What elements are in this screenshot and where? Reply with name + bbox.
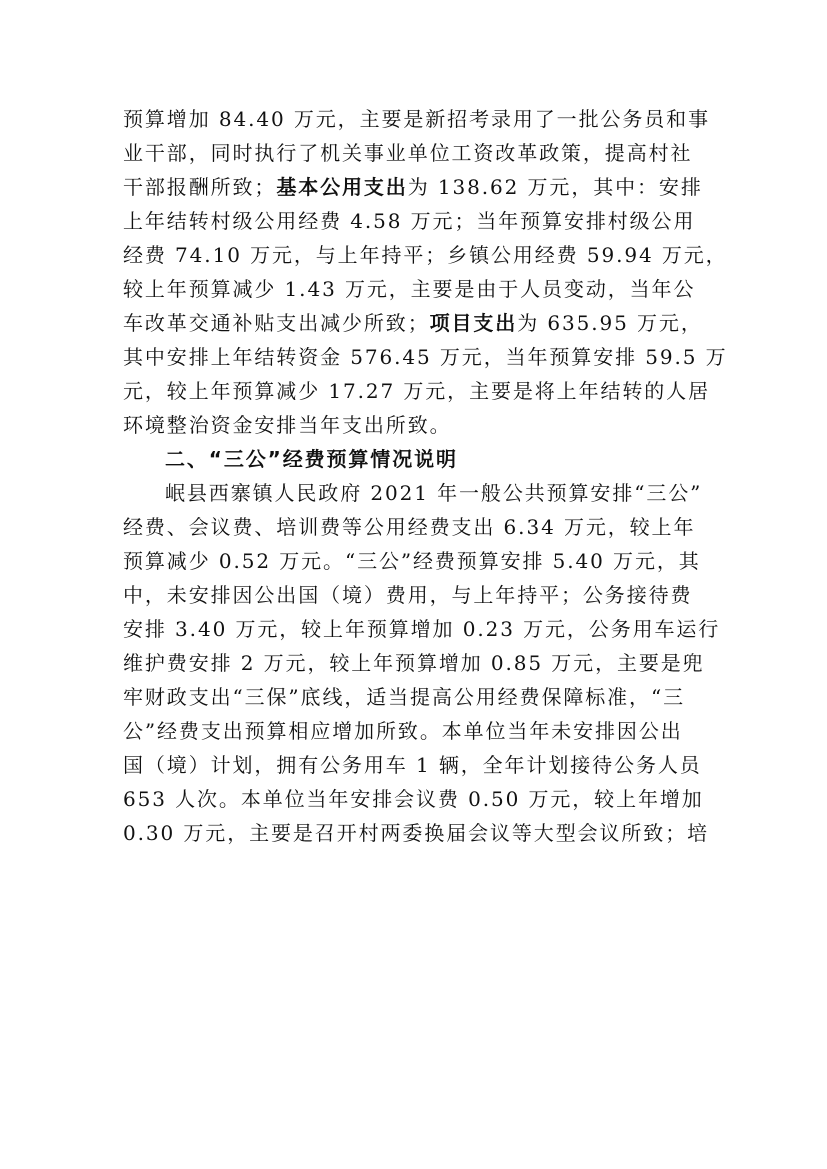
text-line: 0.30 万元，主要是召开村两委换届会议等大型会议所致；培 bbox=[123, 821, 709, 845]
text-run: 为 635.95 万元， bbox=[517, 311, 703, 335]
body-text bbox=[123, 102, 728, 850]
paragraph-first-line: 岷县西寨镇人民政府 2021 年一般公共预算安排“三公” bbox=[165, 481, 703, 505]
text-line: 其中安排上年结转资金 576.45 万元，当年预算安排 59.5 万 bbox=[123, 345, 728, 369]
text-line: 环境整治资金安排当年支出所致。 bbox=[123, 413, 452, 437]
text-line: 业干部，同时执行了机关事业单位工资改革政策，提高村社 bbox=[123, 141, 693, 165]
section-heading: 二、“三公”经费预算情况说明 bbox=[165, 447, 458, 471]
text-line: 预算减少 0.52 万元。“三公”经费预算安排 5.40 万元，其 bbox=[123, 549, 701, 573]
text-line bbox=[123, 306, 713, 340]
text-line: 维护费安排 2 万元，较上年预算增加 0.85 万元，主要是兜 bbox=[123, 651, 705, 675]
text-line: 预算增加 84.40 万元，主要是新招考录用了一批公务员和事 bbox=[123, 107, 710, 131]
text-line: 经费、会议费、培训费等公用经费支出 6.34 万元，较上年 bbox=[123, 515, 696, 539]
text-run: 为 138.62 万元，其中：安排 bbox=[407, 175, 703, 199]
text-line: 国（境）计划，拥有公务用车 1 辆，全年计划接待公务人员 bbox=[123, 753, 702, 777]
text-line bbox=[123, 170, 713, 204]
text-line: 中，未安排因公出国（境）费用，与上年持平；公务接待费 bbox=[123, 583, 693, 607]
text-line: 牢财政支出“三保”底线，适当提高公用经费保障标准，“三 bbox=[123, 685, 685, 709]
text-line: 公”经费支出预算相应增加所致。本单位当年未安排因公出 bbox=[123, 719, 683, 743]
text-line: 安排 3.40 万元，较上年预算增加 0.23 万元，公务用车运行 bbox=[123, 617, 721, 641]
bold-term-project-expenditure: 项目支出 bbox=[429, 311, 518, 335]
text-line: 经费 74.10 万元，与上年持平；乡镇公用经费 59.94 万元， bbox=[123, 243, 728, 267]
text-line: 653 人次。本单位当年安排会议费 0.50 万元，较上年增加 bbox=[123, 787, 704, 811]
text-run: 车改革交通补贴支出减少所致； bbox=[123, 311, 430, 335]
text-line: 元，较上年预算减少 17.27 万元，主要是将上年结转的人居 bbox=[123, 379, 710, 403]
text-run: 干部报酬所致； bbox=[123, 175, 277, 199]
text-line: 较上年预算减少 1.43 万元，主要是由于人员变动，当年公 bbox=[123, 277, 696, 301]
bold-term-basic-public-expenditure: 基本公用支出 bbox=[276, 175, 408, 199]
text-line: 上年结转村级公用经费 4.58 万元；当年预算安排村级公用 bbox=[123, 209, 696, 233]
